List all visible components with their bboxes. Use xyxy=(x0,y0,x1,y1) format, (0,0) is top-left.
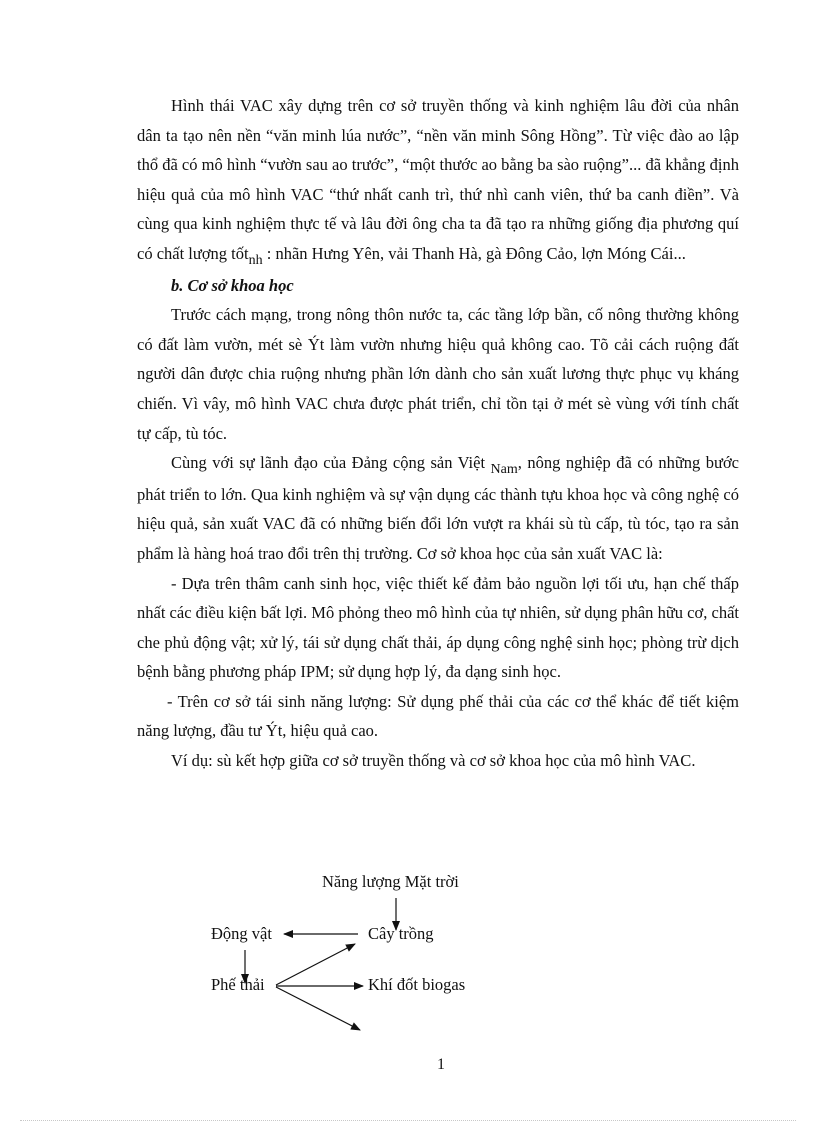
bullet-energy-recycling: - Trên cơ sở tái sinh năng lượng: Sử dụng phế thải của các cơ thể khác để tiết kiệm năng lượng, đầu tư Ýt, hiệu quả cao. xyxy=(137,691,739,741)
diagram-node-biogas: Khí đốt biogas xyxy=(368,975,466,994)
bullet-biological-intensification: - Dựa trên thâm canh sinh học, việc thiết kế đảm bảo nguồn lợi tối ưu, hạn chế thấp nhất các điều kiện bất lợi. Mô phỏng theo mô hình của tự nhiên, sử dụng phân hữu cơ, chất che phủ động vật; xử lý, tái sử dụng chất thải, áp dụng công nghệ sinh học; phòng trừ dịch bệnh bằng phương pháp IPM; sử dụng hợp lý, đa dạng sinh học. xyxy=(137,573,739,682)
diagram-node-sun-energy: Năng lượng Mặt trời xyxy=(322,872,459,891)
page-number: 1 xyxy=(437,1056,445,1073)
section-heading: b. Cơ sở khoa học xyxy=(171,275,294,295)
paragraph-before-revolution: Trước cách mạng, trong nông thôn nước ta, các tầng lớp bần, cố nông thường không có đất làm vườn, mét sè Ýt làm vườn nhưng hiệu quả không cao. Tõ cải cách ruộng đất người dân được chia ruộng nhưng phần lớn dành cho sản xuất lương thực phục vụ kháng chiến. Vì vây, mô hình VAC chưa được phát triển, chỉ tồn tại ở mét sè vùng với tính chất tự cấp, tù tóc. xyxy=(137,305,739,443)
paragraph-example: Ví dụ: sù kết hợp giữa cơ sở truyền thống và cơ sở khoa học của mô hình VAC. xyxy=(171,751,696,771)
diagram-node-plants: Cây trồng xyxy=(368,924,434,943)
stray-subscript-nh: nh xyxy=(248,252,263,268)
paragraph-traditional-basis: Hình thái VAC xây dựng trên cơ sở truyền thống và kinh nghiệm lâu đời của nhân dân ta tạo nên nền “văn minh lúa nước”, “nền văn minh Sông Hồng”. Từ việc đào ao lập thổ đã có mô hình “vườn sau ao trước”, “một thước ao bằng ba sào ruộng”... đã khẳng định hiệu quả của mô hình VAC “thứ nhất canh trì, thứ nhì canh viên, thứ ba canh điền”. Và cùng qua kinh nghiệm thực tế và lâu đời ông cha ta đã tạo ra những giống địa phương quí có chất lượng tốt$_{nh}$ : nhãn Hưng Yên, vải Thanh Hà, gà Đông Cảo, lợn Móng Cái... xyxy=(137,96,739,268)
paragraph-party-leadership: Cùng với sự lãnh đạo của Đảng cộng sản Việt $_{Nam}$, nông nghiệp đã có những bước phát triển to lớn. Qua kinh nghiệm và sự vận dụng các thành tựu khoa học và công nghệ có hiệu quả, sản xuất VAC đã có những biến đổi lớn vượt ra khái sù tù cấp, tù tóc, tạo ra sản phẩm là hàng hoá trao đổi trên thị trường. Cơ sở khoa học của sản xuất VAC là: xyxy=(137,453,739,563)
stray-subscript-nam: Nam xyxy=(490,462,518,478)
diagram-node-animals: Động vật xyxy=(211,924,272,943)
arrow-waste-to-unlabeled xyxy=(276,987,360,1030)
footer-divider xyxy=(20,1120,796,1121)
arrow-waste-to-plants xyxy=(276,944,355,985)
diagram-node-waste: Phế thải xyxy=(211,975,265,994)
